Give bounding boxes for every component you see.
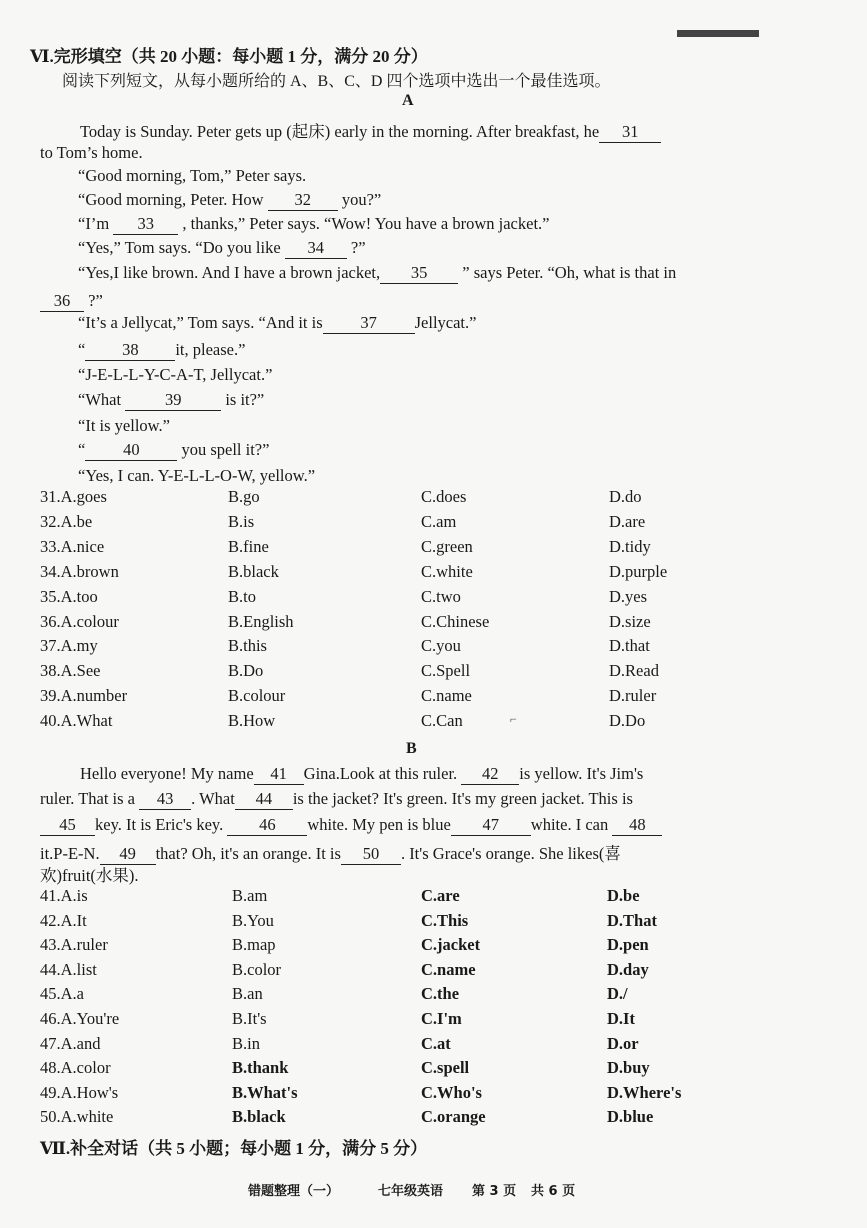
option-item: D.Read	[609, 661, 659, 681]
passage-b-label: B	[406, 740, 417, 757]
passage-a-line	[40, 143, 143, 163]
option-item: 37.A.my	[40, 636, 98, 656]
option-item: 49.A.How's	[40, 1082, 119, 1102]
option-item: C.Can	[421, 711, 463, 731]
line-text: “Yes, I can. Y-E-L-L-O-W, yellow.”	[78, 466, 316, 485]
passage-b-line	[40, 789, 633, 810]
option-item: D.yes	[609, 586, 648, 606]
answer-blank: 41	[254, 764, 304, 785]
line-text: “Yes,I like brown. And I have a brown jacket,	[78, 263, 381, 282]
footer-total: 共 6 页	[531, 1184, 576, 1199]
line-text: to Tom’s home.	[40, 143, 143, 162]
option-item: D.or	[607, 1033, 639, 1053]
option-item: C.I'm	[421, 1009, 462, 1028]
option-item: D.size	[609, 611, 651, 631]
option-item: B.thank	[232, 1058, 289, 1078]
option-item: D.that	[609, 636, 650, 656]
line-text: ruler. That is a	[40, 789, 140, 808]
passage-a-line	[78, 466, 315, 486]
line-text: “What	[78, 390, 126, 409]
option-item: C.the	[421, 984, 460, 1004]
option-item: C.you	[421, 636, 461, 656]
answer-blank: 38	[85, 340, 175, 361]
option-item: 41.A.is	[40, 886, 88, 905]
option-item: 39.A.number	[40, 686, 128, 706]
line-text: . What	[191, 789, 235, 808]
option-item: D.tidy	[609, 536, 651, 556]
option-item: B.English	[228, 611, 294, 631]
line-text: “It’s a Jellycat,” Tom says. “And it is	[78, 313, 323, 332]
option-item: D.Do	[609, 711, 646, 731]
option-item: B.colour	[228, 686, 286, 706]
answer-blank: 47	[451, 815, 531, 836]
option-item: D.Where's	[607, 1082, 682, 1102]
option-item: B.am	[232, 886, 268, 905]
option-item: D.be	[607, 886, 640, 905]
line-text: white. My pen is blue	[307, 815, 451, 834]
line-text: it.P-E-N.	[40, 844, 100, 863]
stray-mark: ⌐	[510, 712, 517, 726]
line-text: Today is Sunday. Peter gets up (起床) early in the morning. After breakfast, he	[80, 122, 600, 141]
line-text: key. It is Eric's key.	[95, 815, 228, 834]
passage-a-line	[78, 365, 272, 385]
option-item: C.orange	[421, 1107, 486, 1127]
answer-blank: 32	[268, 190, 338, 211]
option-item: D.pen	[607, 935, 649, 955]
answer-blank: 31	[599, 122, 661, 143]
passage-b-line	[80, 764, 643, 785]
passage-a-line	[78, 440, 269, 461]
line-text: it, please.”	[175, 340, 246, 359]
answer-blank: 46	[227, 815, 307, 836]
passage-a-line	[78, 263, 676, 284]
passage-b-line	[40, 815, 662, 836]
line-text: Jellycat.”	[414, 313, 477, 332]
footer-subject: 七年级英语	[378, 1184, 444, 1199]
footer-title: 错题整理（一）	[248, 1184, 340, 1199]
option-item: C.jacket	[421, 935, 481, 955]
line-text: you spell it?”	[177, 440, 270, 459]
option-item: D.day	[607, 959, 649, 979]
option-item: C.Spell	[421, 661, 471, 681]
section7-title: Ⅶ.补全对话（共 5 小题；每小题 1 分，满分 5 分）	[40, 1139, 428, 1158]
option-item: D.That	[607, 910, 657, 930]
answer-blank: 37	[323, 313, 415, 334]
option-item: B.to	[228, 586, 256, 606]
option-item: D.It	[607, 1009, 635, 1028]
option-item: D./	[607, 984, 628, 1004]
section6-title: Ⅵ.完形填空（共 20 小题：每小题 1 分，满分 20 分）	[30, 47, 428, 66]
option-item: C.two	[421, 586, 461, 606]
option-item: D.ruler	[609, 686, 657, 706]
option-item: 47.A.and	[40, 1033, 101, 1053]
option-item: B.color	[232, 959, 282, 979]
option-item: 48.A.color	[40, 1058, 111, 1078]
line-text: , thanks,” Peter says. “Wow! You have a brown jacket.”	[178, 214, 550, 233]
line-text: “Good morning, Tom,” Peter says.	[78, 166, 307, 185]
line-text: white. I can	[530, 815, 613, 834]
line-text: . It's Grace's orange. She likes(喜	[400, 844, 621, 863]
line-text: ?”	[84, 291, 103, 310]
line-text: is the jacket? It's green. It's my green jacket. This is	[292, 789, 633, 808]
option-item: B.You	[232, 910, 274, 930]
option-item: B.is	[228, 511, 255, 531]
option-item: B.this	[228, 636, 267, 656]
option-item: B.It's	[232, 1009, 267, 1028]
line-text: “I’m	[78, 214, 114, 233]
line-text: “Good morning, Peter. How	[78, 190, 268, 209]
option-item: C.Chinese	[421, 611, 490, 631]
line-text: Gina.Look at this ruler.	[303, 764, 462, 783]
section6-instruction: 阅读下列短文，从每小题所给的 A、B、C、D 四个选项中选出一个最佳选项。	[62, 73, 611, 90]
option-item: B.black	[228, 561, 279, 581]
option-item: C.This	[421, 910, 469, 930]
line-text: you?”	[337, 190, 382, 209]
option-item: B.go	[228, 487, 260, 506]
answer-blank: 40	[85, 440, 177, 461]
option-item: D.purple	[609, 561, 668, 581]
option-item: D.blue	[607, 1107, 654, 1127]
passage-a-line	[78, 416, 170, 436]
option-item: C.am	[421, 511, 457, 531]
option-item: B.map	[232, 935, 276, 955]
option-item: 36.A.colour	[40, 611, 119, 631]
option-item: 45.A.a	[40, 984, 84, 1004]
footer-page: 第 3 页	[472, 1184, 517, 1199]
answer-blank: 35	[380, 263, 458, 284]
option-item: B.an	[232, 984, 263, 1004]
option-item: B.What's	[232, 1082, 298, 1102]
passage-a-line	[78, 313, 476, 334]
option-item: 38.A.See	[40, 661, 101, 681]
option-item: 32.A.be	[40, 511, 93, 531]
passage-b-line	[40, 862, 139, 886]
option-item: C.does	[421, 487, 467, 506]
answer-blank: 45	[40, 815, 95, 836]
passage-a-label: A	[402, 92, 414, 109]
line-text: “J-E-L-L-Y-C-A-T, Jellycat.”	[78, 365, 273, 384]
option-item: C.at	[421, 1033, 451, 1053]
passage-a-line	[78, 166, 306, 186]
line-text: ” says Peter. “Oh, what is that in	[458, 263, 677, 282]
option-item: B.black	[232, 1107, 286, 1127]
passage-a-line	[78, 390, 264, 411]
answer-blank: 42	[461, 764, 519, 785]
line-text: 欢)fruit(水果).	[40, 866, 139, 885]
answer-blank: 48	[612, 815, 662, 836]
option-item: 31.A.goes	[40, 487, 107, 506]
option-item: C.spell	[421, 1058, 470, 1078]
answer-blank: 36	[40, 291, 84, 312]
passage-a-line	[78, 238, 366, 259]
option-item: 35.A.too	[40, 586, 98, 606]
option-item: C.are	[421, 886, 460, 905]
option-item: C.name	[421, 959, 476, 979]
option-item: 34.A.brown	[40, 561, 119, 581]
option-item: B.Do	[228, 661, 264, 681]
line-text: “	[78, 340, 86, 359]
option-item: B.fine	[228, 536, 269, 556]
line-text: Hello everyone! My name	[80, 764, 254, 783]
option-item: D.do	[609, 487, 642, 506]
option-item: 46.A.You're	[40, 1009, 120, 1028]
option-item: 50.A.white	[40, 1107, 114, 1127]
corner-mark	[677, 30, 759, 37]
passage-a-line	[80, 118, 661, 143]
line-text: “	[78, 440, 86, 459]
option-item: 33.A.nice	[40, 536, 105, 556]
passage-a-line	[78, 190, 381, 211]
answer-blank: 49	[100, 844, 156, 865]
passage-a-line	[78, 214, 549, 235]
line-text: “Yes,” Tom says. “Do you like	[78, 238, 285, 257]
line-text: ?”	[346, 238, 366, 257]
option-item: 43.A.ruler	[40, 935, 108, 955]
option-item: C.green	[421, 536, 473, 556]
answer-blank: 34	[285, 238, 347, 259]
option-item: C.white	[421, 561, 473, 581]
answer-blank: 43	[139, 789, 191, 810]
answer-blank: 33	[113, 214, 178, 235]
option-item: 42.A.It	[40, 910, 87, 930]
line-text: is yellow. It's Jim's	[519, 764, 644, 783]
answer-blank: 50	[341, 844, 401, 865]
option-item: B.How	[228, 711, 276, 731]
answer-blank: 39	[125, 390, 221, 411]
line-text: that? Oh, it's an orange. It is	[155, 844, 341, 863]
line-text: “It is yellow.”	[78, 416, 170, 435]
option-item: 40.A.What	[40, 711, 113, 731]
option-item: 44.A.list	[40, 959, 97, 979]
option-item: D.buy	[607, 1058, 650, 1078]
passage-a-line	[78, 340, 245, 361]
passage-a-line	[40, 291, 103, 312]
option-item: B.in	[232, 1033, 260, 1053]
answer-blank: 44	[235, 789, 293, 810]
option-item: C.name	[421, 686, 472, 706]
option-item: C.Who's	[421, 1082, 482, 1102]
option-item: D.are	[609, 511, 646, 531]
line-text: is it?”	[221, 390, 265, 409]
